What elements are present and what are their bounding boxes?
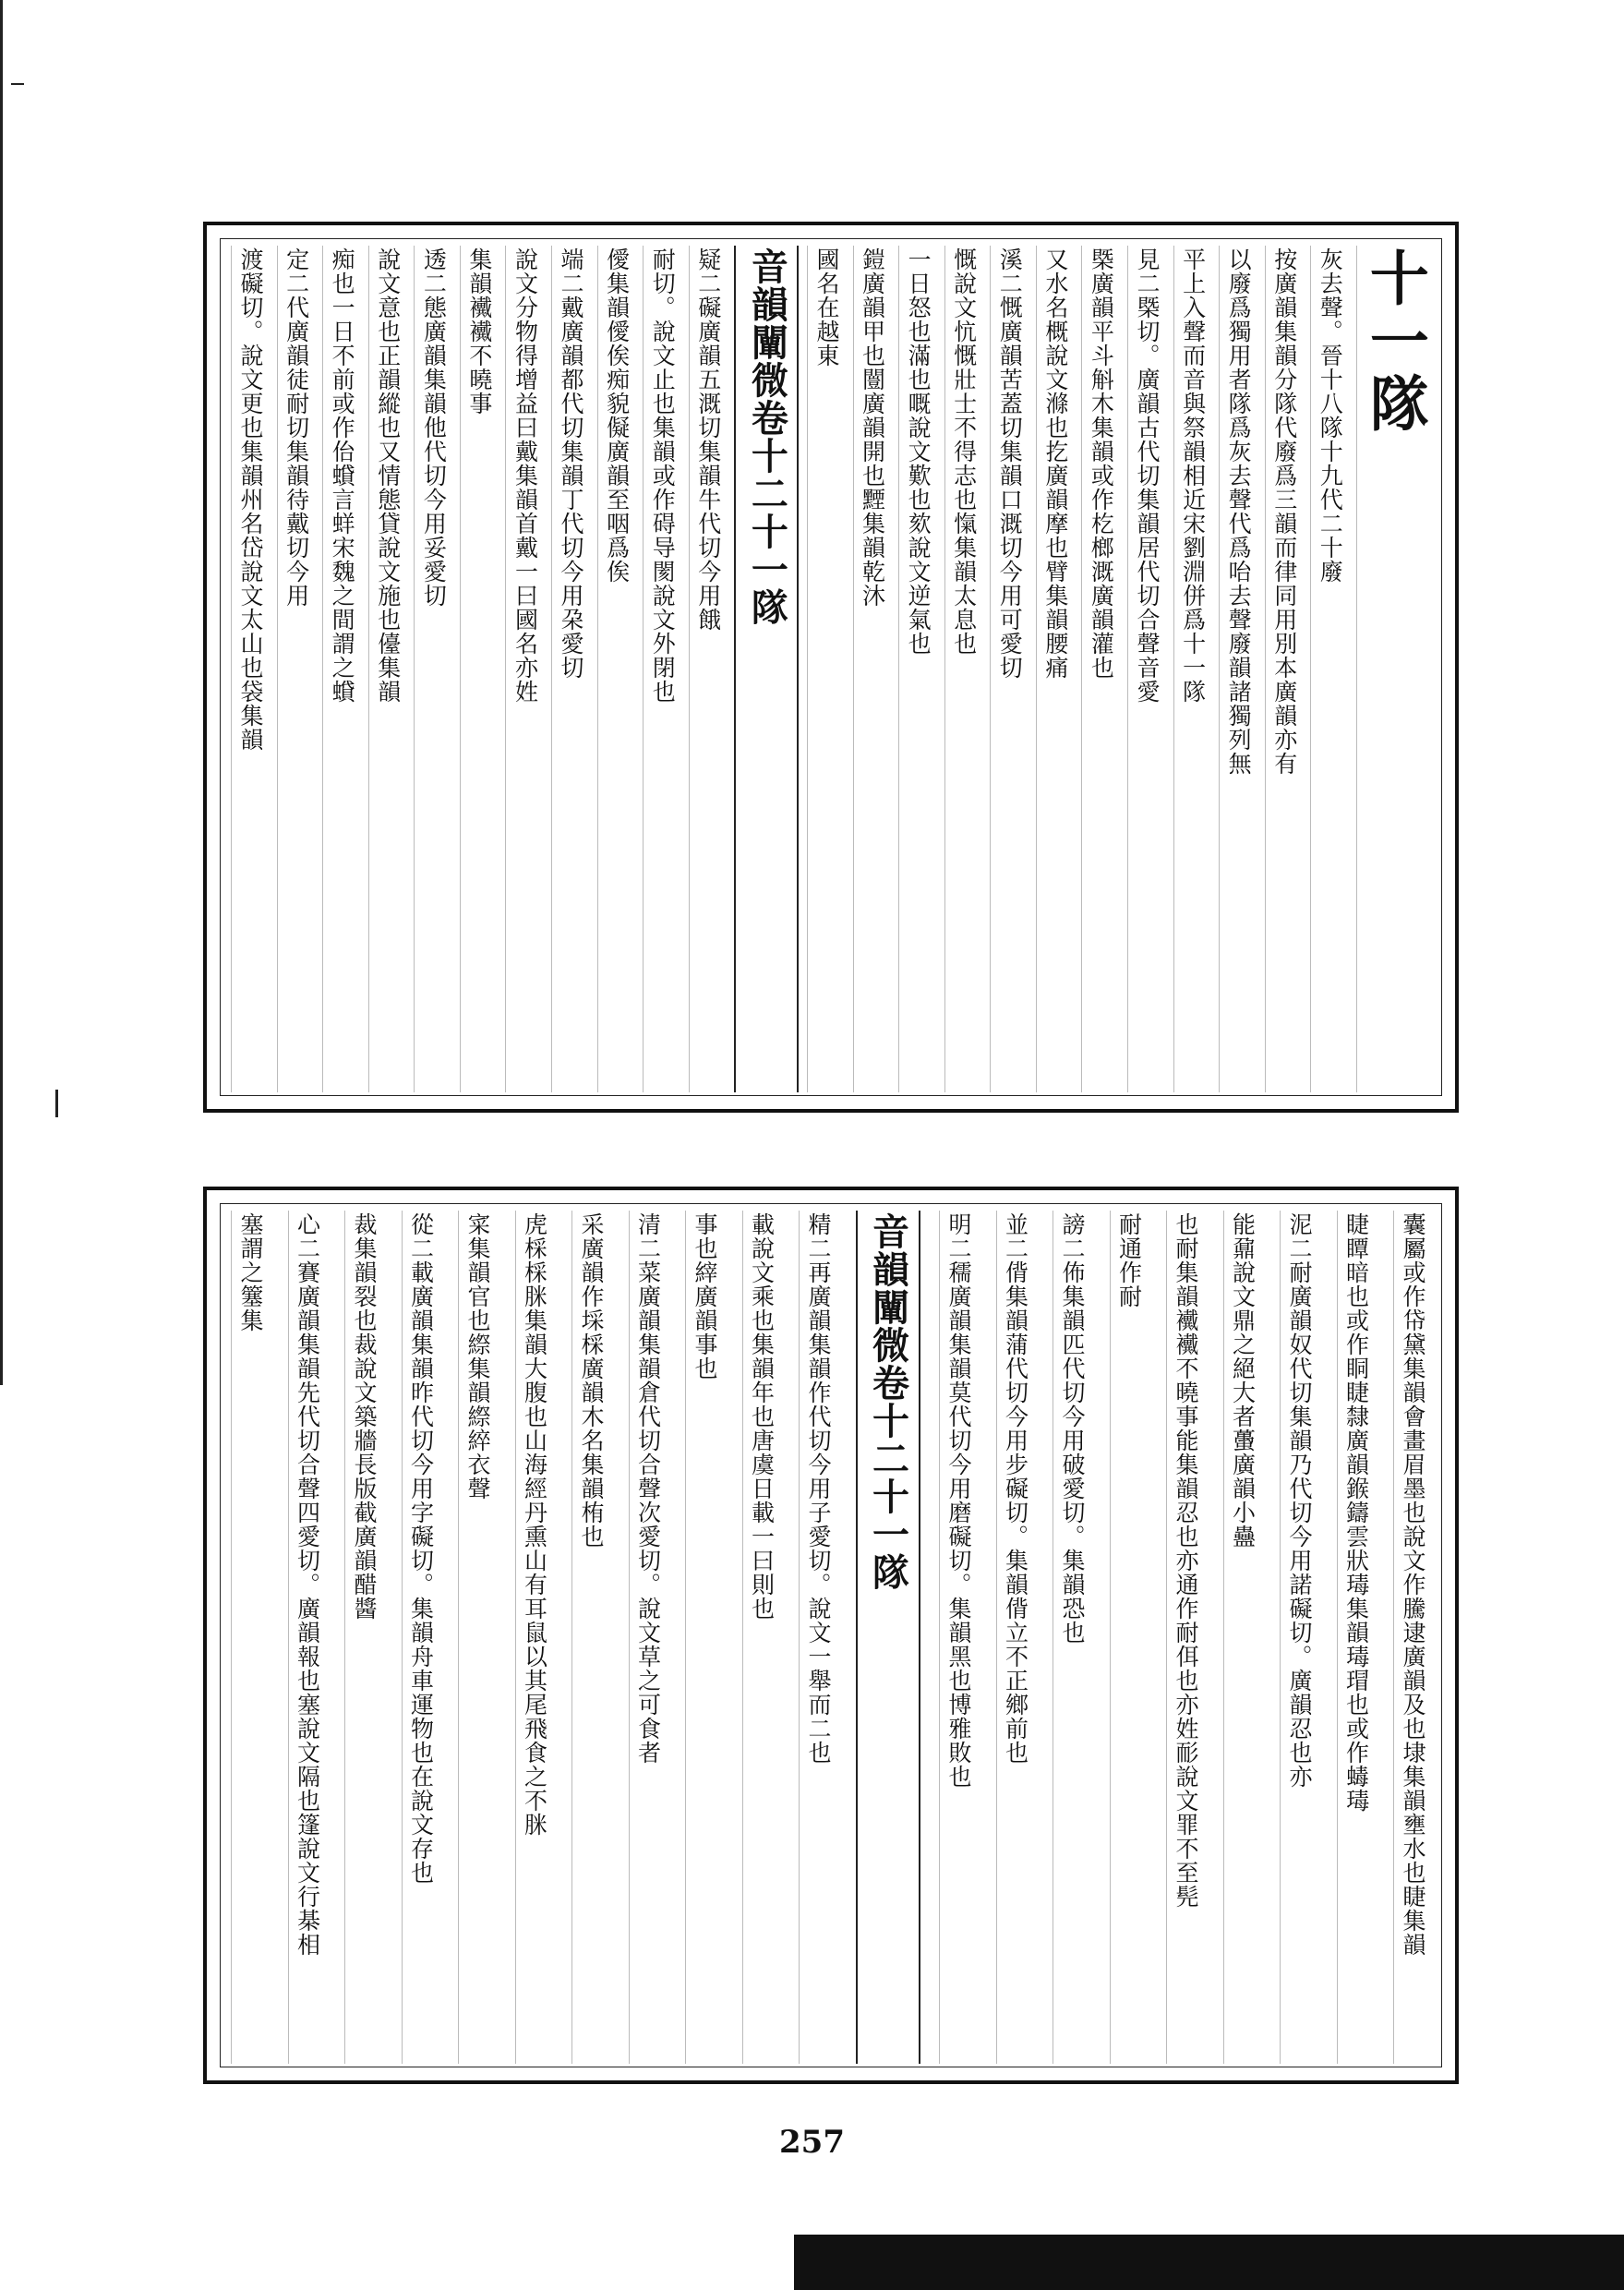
center-title-column: 音韻闡微卷十二十一隊	[856, 1211, 920, 2064]
text-column: 事也縡廣韻事也	[685, 1211, 723, 2064]
text-column: 從二載廣韻集韻昨代切今用字礙切。集韻舟車運物也在說文存也	[402, 1211, 439, 2064]
text-column: 清二菜廣韻集韻倉代切合聲次愛切。說文草之可食者	[629, 1211, 667, 2064]
scan-artifact	[11, 83, 24, 85]
text-column: 透二態廣韻集韻他代切今用妥愛切	[414, 246, 451, 1092]
text-column: 並二偝集韻蒲代切今用步礙切。集韻偝立不正鄉前也	[996, 1211, 1034, 2064]
text-column: 見二槩切。廣韻古代切集韻居代切合聲音愛	[1127, 246, 1165, 1092]
bottom-text-panel	[203, 1187, 1459, 2084]
text-column: 也耐集韻襶襶不曉事能集韻忍也亦通作耐佴也亦姓耏說文罪不至髡	[1166, 1211, 1204, 2064]
text-column: 疑二礙廣韻五溉切集韻牛代切今用餓	[689, 246, 727, 1092]
text-column: 精二再廣韻集韻作代切今用子愛切。說文一舉而二也	[799, 1211, 836, 2064]
text-column: 按廣韻集韻分隊代廢爲三韻而律同用別本廣韻亦有	[1265, 246, 1303, 1092]
scan-artifact	[0, 0, 3, 1385]
text-column: 以廢爲獨用者隊爲灰去聲代爲咍去聲廢韻諸獨列無	[1219, 246, 1257, 1092]
text-column: 謗二佈集韻匹代切今用破愛切。集韻恐也	[1053, 1211, 1090, 2064]
text-column: 心二賽廣韻集韻先代切合聲四愛切。廣韻報也塞說文隔也篷說文行棊相	[288, 1211, 326, 2064]
text-column: 塞謂之簺集	[231, 1211, 269, 2064]
text-column: 定二代廣韻徒耐切集韻待戴切今用	[277, 246, 315, 1092]
text-column: 載說文乘也集韻年也唐虞日載一曰則也	[742, 1211, 780, 2064]
text-column: 僾集韻僾俟痴貌儗廣韻至咽爲俟	[597, 246, 635, 1092]
text-column: 槩廣韻平斗斛木集韻或作杚榔溉廣韻灌也	[1081, 246, 1119, 1092]
text-column: 集韻襶襶不曉事	[460, 246, 498, 1092]
text-column: 渡礙切。說文更也集韻州名岱說文太山也袋集韻	[231, 246, 269, 1092]
rhyme-heading: 十一隊	[1356, 246, 1431, 1092]
text-column: 溪二慨廣韻苦蓋切集韻口溉切今用可愛切	[990, 246, 1028, 1092]
text-column: 耐切。說文止也集韻或作碍导閡說文外閉也	[643, 246, 680, 1092]
text-column: 一日怒也滿也嘅說文歎也欬說文逆氣也	[898, 246, 936, 1092]
center-title-column: 音韻闡微卷十二十一隊	[734, 246, 799, 1092]
text-column: 慨說文忼慨壯士不得志也愾集韻太息也	[944, 246, 982, 1092]
text-column: 痴也一日不前或作佁蟘言蛘宋魏之間謂之蟘	[322, 246, 360, 1092]
text-column: 說文意也正韻縱也又情態貸說文施也儓集韻	[368, 246, 406, 1092]
top-text-panel	[203, 222, 1459, 1113]
text-column: 采廣韻作埰棌廣韻木名集韻栯也	[571, 1211, 609, 2064]
text-column: 明二穤廣韻集韻莫代切今用磨礙切。集韻黑也博雅敗也	[939, 1211, 977, 2064]
text-column: 國名在越東	[807, 246, 845, 1092]
text-column: 灰去聲。晉十八隊十九代二十廢	[1310, 246, 1348, 1092]
text-column: 平上入聲而音與祭韻相近宋劉淵併爲十一隊	[1173, 246, 1211, 1092]
text-column: 鎧廣韻甲也闓廣韻開也黫集韻乾沐	[853, 246, 891, 1092]
text-column: 囊屬或作帒黛集韻會畫眉墨也說文作騰逮廣韻及也埭集韻壅水也睫集韻	[1393, 1211, 1431, 2064]
text-column: 又水名概說文滌也扢廣韻摩也臂集韻腰痛	[1036, 246, 1074, 1092]
scan-edge-bar	[794, 2235, 1624, 2290]
text-column: 能鼐說文鼎之絕大者蠆廣韻小蠱	[1223, 1211, 1261, 2064]
text-column: 說文分物得增益曰戴集韻首戴一曰國名亦姓	[505, 246, 543, 1092]
text-column: 耐通作耐	[1110, 1211, 1148, 2064]
text-column: 泥二耐廣韻奴代切集韻乃代切今用諾礙切。廣韻忍也亦	[1280, 1211, 1317, 2064]
text-column: 裁集韻裂也裁說文築牆長版截廣韻醋醬	[344, 1211, 382, 2064]
text-column: 虎棌棌脒集韻大腹也山海經丹熏山有耳鼠以其尾飛食之不脒	[515, 1211, 553, 2064]
text-column: 寀集韻官也縩集韻縩綷衣聲	[458, 1211, 496, 2064]
text-column: 端二戴廣韻都代切集韻丁代切今用朶愛切	[551, 246, 589, 1092]
scan-artifact	[55, 1090, 58, 1117]
page-number: 257	[779, 2124, 845, 2161]
text-column: 睫瞫暗也或作眮睫隸廣韻鍭鑄雲狀瑇集韻瑇瑁也或作蝳瑇	[1337, 1211, 1375, 2064]
